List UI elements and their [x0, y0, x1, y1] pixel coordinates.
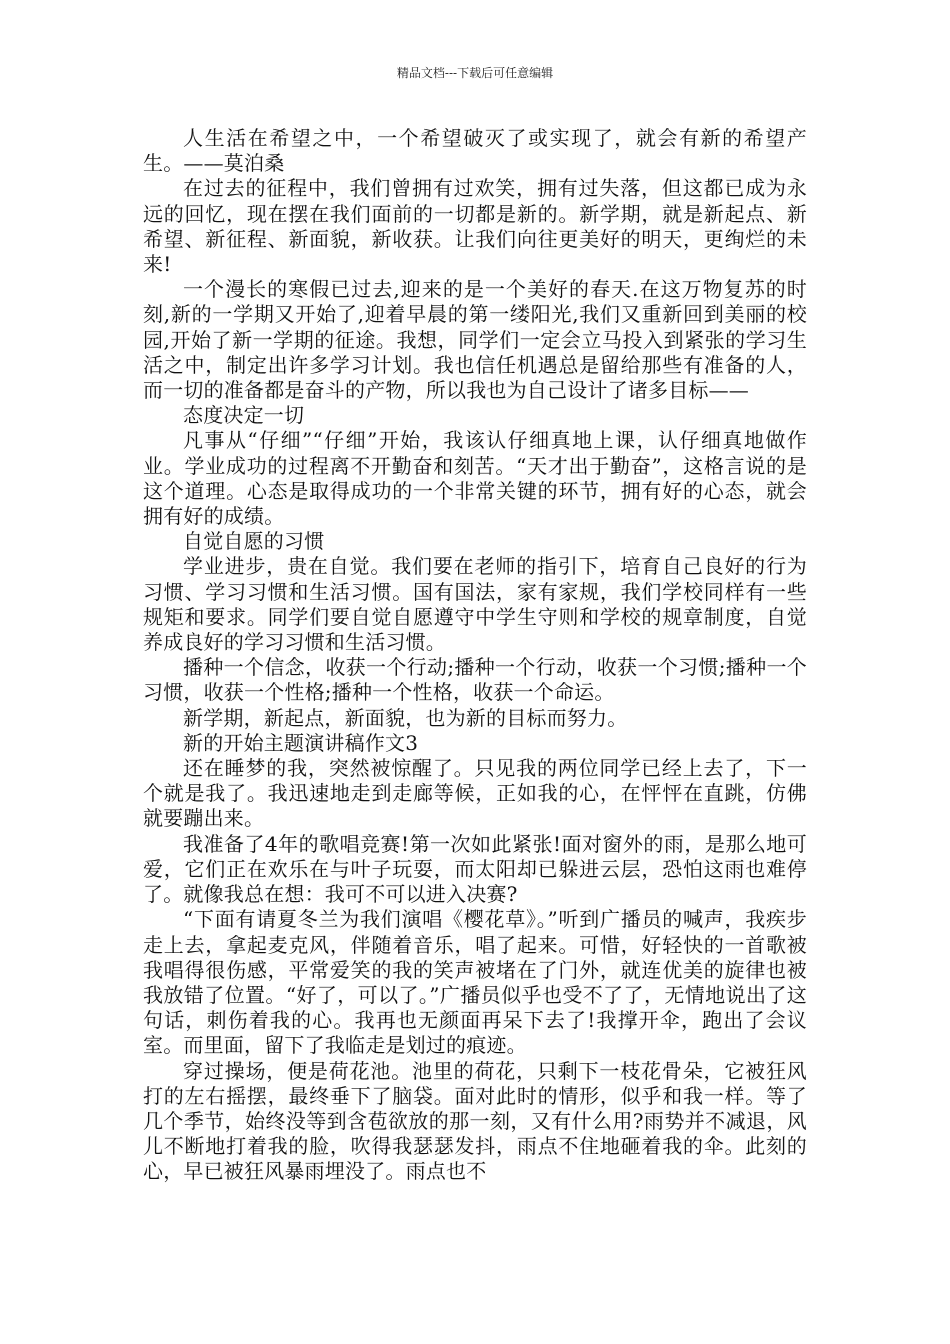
paragraph: 我准备了4年的歌唱竞赛!第一次如此紧张!面对窗外的雨，是那么地可爱，它们正在欢乐在与叶子玩耍，而太阳却已躲进云层，恐怕这雨也难停了。就像我总在想：我可不可以进入决赛?	[143, 831, 807, 907]
page-header: 精品文档---下载后可任意编辑	[396, 66, 554, 80]
article-title: 新的开始主题演讲稿作文3	[183, 730, 419, 755]
paragraph: 一个漫长的寒假已过去,迎来的是一个美好的春天.在这万物复苏的时刻,新的一学期又开始了,迎着早晨的第一缕阳光,我们又重新回到美丽的校园,开始了新一学期的征途。我想，同学们一定会立马投入到紧张的学习生活之中，制定出许多学习计划。我也信任机遇总是留给那些有准备的人，而一切的准备都是奋斗的产物，所以我也为自己设计了诸多目标——	[143, 277, 807, 403]
paragraph: 还在睡梦的我，突然被惊醒了。只见我的两位同学已经上去了，下一个就是我了。我迅速地走到走廊等候，正如我的心，在怦怦在直跳，仿佛就要蹦出来。	[143, 756, 807, 831]
section-heading: 态度决定一切	[183, 403, 305, 428]
paragraph: 穿过操场，便是荷花池。池里的荷花，只剩下一枝花骨朵，它被狂风打的左右摇摆，最终垂下了脑袋。面对此时的情形，似乎和我一样。等了几个季节，始终没等到含苞欲放的那一刻，又有什么用?雨势并不减退，风儿不断地打着我的脸，吹得我瑟瑟发抖，雨点不住地砸着我的伞。此刻的心，早已被狂风暴雨埋没了。雨点也不	[143, 1058, 807, 1184]
paragraph: 凡事从“仔细”“仔细”开始，我该认仔细真地上课，认仔细真地做作业。学业成功的过程离不开勤奋和刻苦。“天才出于勤奋”，这格言说的是这个道理。心态是取得成功的一个非常关键的环节，拥有好的心态，就会拥有好的成绩。	[143, 428, 807, 529]
paragraph: 在过去的征程中，我们曾拥有过欢笑，拥有过失落，但这都已成为永远的回忆，现在摆在我们面前的一切都是新的。新学期，就是新起点、新希望、新征程、新面貌，新收获。让我们向往更美好的明天，更绚烂的未来!	[143, 176, 807, 277]
document-body	[143, 126, 807, 1185]
paragraph: 学业进步，贵在自觉。我们要在老师的指引下，培育自己良好的行为习惯、学习习惯和生活习惯。国有国法，家有家规，我们学校同样有一些规矩和要求。同学们要自觉自愿遵守中学生守则和学校的规章制度，自觉养成良好的学习习惯和生活习惯。	[143, 554, 807, 655]
paragraph: “下面有请夏冬兰为我们演唱《樱花草》。”听到广播员的喊声，我疾步走上去，拿起麦克风，伴随着音乐，唱了起来。可惜，好轻快的一首歌被我唱得很伤感，平常爱笑的我的笑声被堵在了门外，就连优美的旋律也被我放错了位置。“好了，可以了。”广播员似乎也受不了了，无情地说出了这句话，刺伤着我的心。我再也无颜面再呆下去了!我撑开伞，跑出了会议室。而里面，留下了我临走是划过的痕迹。	[143, 907, 807, 1058]
section-heading: 自觉自愿的习惯	[183, 529, 325, 554]
paragraph: 新学期，新起点，新面貌，也为新的目标而努力。	[183, 705, 628, 730]
paragraph: 播种一个信念，收获一个行动;播种一个行动，收获一个习惯;播种一个习惯，收获一个性格;播种一个性格，收获一个命运。	[143, 655, 807, 705]
paragraph: 人生活在希望之中，一个希望破灭了或实现了，就会有新的希望产生。——莫泊桑	[143, 126, 807, 176]
